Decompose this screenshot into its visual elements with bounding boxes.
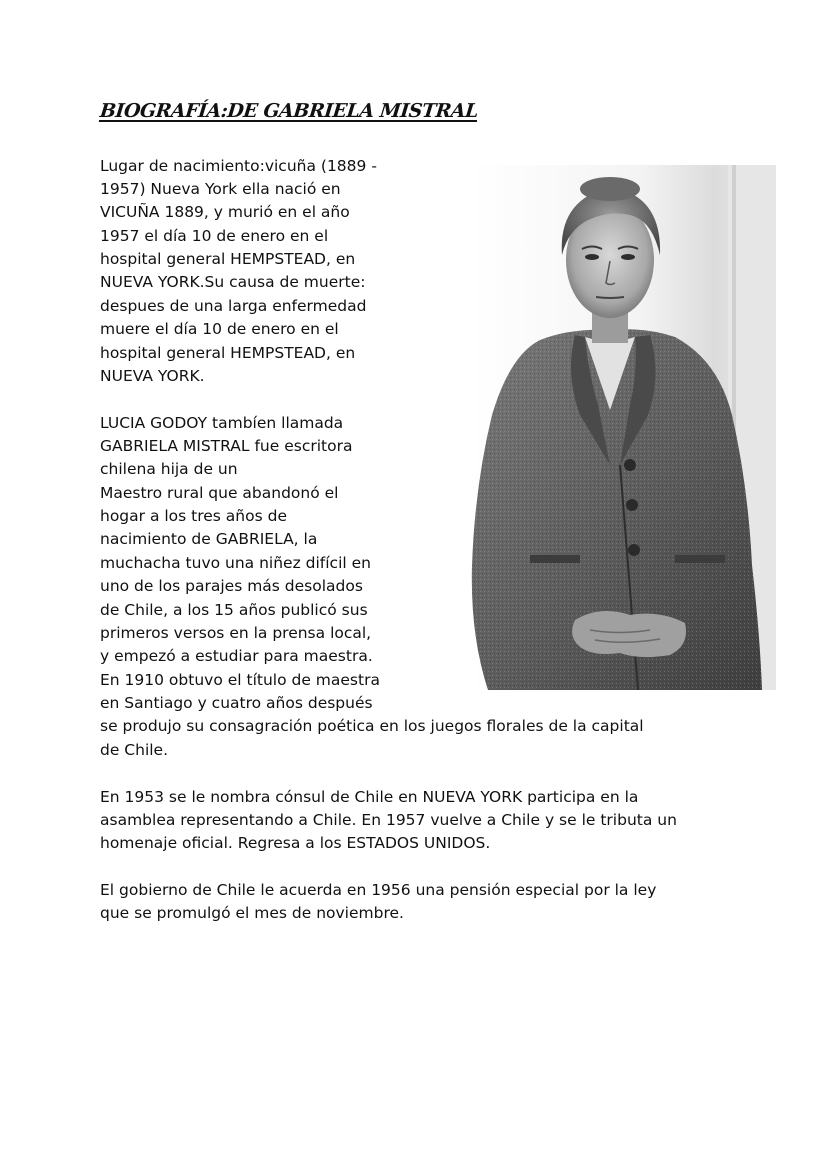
paragraph-1-line: hospital general HEMPSTEAD, en	[100, 250, 356, 268]
paragraph-1-line: hospital general HEMPSTEAD, en	[100, 344, 356, 362]
paragraph-1-line: 1957 el día 10 de enero en el	[100, 227, 329, 245]
paragraph-1-line: despues de una larga enfermedad	[100, 297, 367, 315]
paragraph-2-line: nacimiento de GABRIELA, la	[100, 530, 318, 548]
paragraph-1-line: muere el día 10 de enero en el	[100, 320, 339, 338]
paragraph-2-line: En 1910 obtuvo el título de maestra	[100, 671, 380, 689]
paragraph-4-line: que se promulgó el mes de noviembre.	[100, 904, 404, 922]
paragraph-2-line: y empezó a estudiar para maestra.	[100, 647, 373, 665]
paragraph-3-line: En 1953 se le nombra cónsul de Chile en NUEVA YORK participa en la	[100, 788, 639, 806]
paragraph-4-line: El gobierno de Chile le acuerda en 1956 una pensión especial por la ley	[100, 881, 657, 899]
paragraph-3-line: asamblea representando a Chile. En 1957 vuelve a Chile y se le tributa un	[100, 811, 677, 829]
paragraph-2-line: muchacha tuvo una niñez difícil en	[100, 554, 371, 572]
paragraph-1-line: VICUÑA 1889, y murió en el año	[100, 203, 350, 221]
paragraph-2-line: se produjo su consagración poética en los juegos florales de la capital	[100, 717, 644, 735]
paragraph-1-line: NUEVA YORK.Su causa de muerte:	[100, 273, 366, 291]
paragraph-2-line: uno de los parajes más desolados	[100, 577, 363, 595]
paragraph-3-line: homenaje oficial. Regresa a los ESTADOS UNIDOS.	[100, 834, 491, 852]
paragraph-2-line: de Chile.	[100, 741, 169, 759]
paragraph-1-line: 1957) Nueva York ella nació en	[100, 180, 341, 198]
paragraph-1-line: NUEVA YORK.	[100, 367, 205, 385]
document-title: BIOGRAFÍA:DE GABRIELA MISTRAL	[98, 100, 480, 122]
portrait-photo	[470, 165, 776, 690]
paragraph-2-line: primeros versos en la prensa local,	[100, 624, 372, 642]
paragraph-1-line: Lugar de nacimiento:vicuña (1889 -	[100, 157, 377, 175]
paragraph-2-line: GABRIELA MISTRAL fue escritora	[100, 437, 353, 455]
paragraph-2-line: LUCIA GODOY tambíen llamada	[100, 414, 344, 432]
paragraph-2-line: hogar a los tres años de	[100, 507, 287, 525]
paragraph-2-line: chilena hija de un	[100, 460, 238, 478]
paragraph-2-line: Maestro rural que abandonó el	[100, 484, 339, 502]
paragraph-2-line: de Chile, a los 15 años publicó sus	[100, 601, 368, 619]
paragraph-2-line: en Santiago y cuatro años después	[100, 694, 373, 712]
